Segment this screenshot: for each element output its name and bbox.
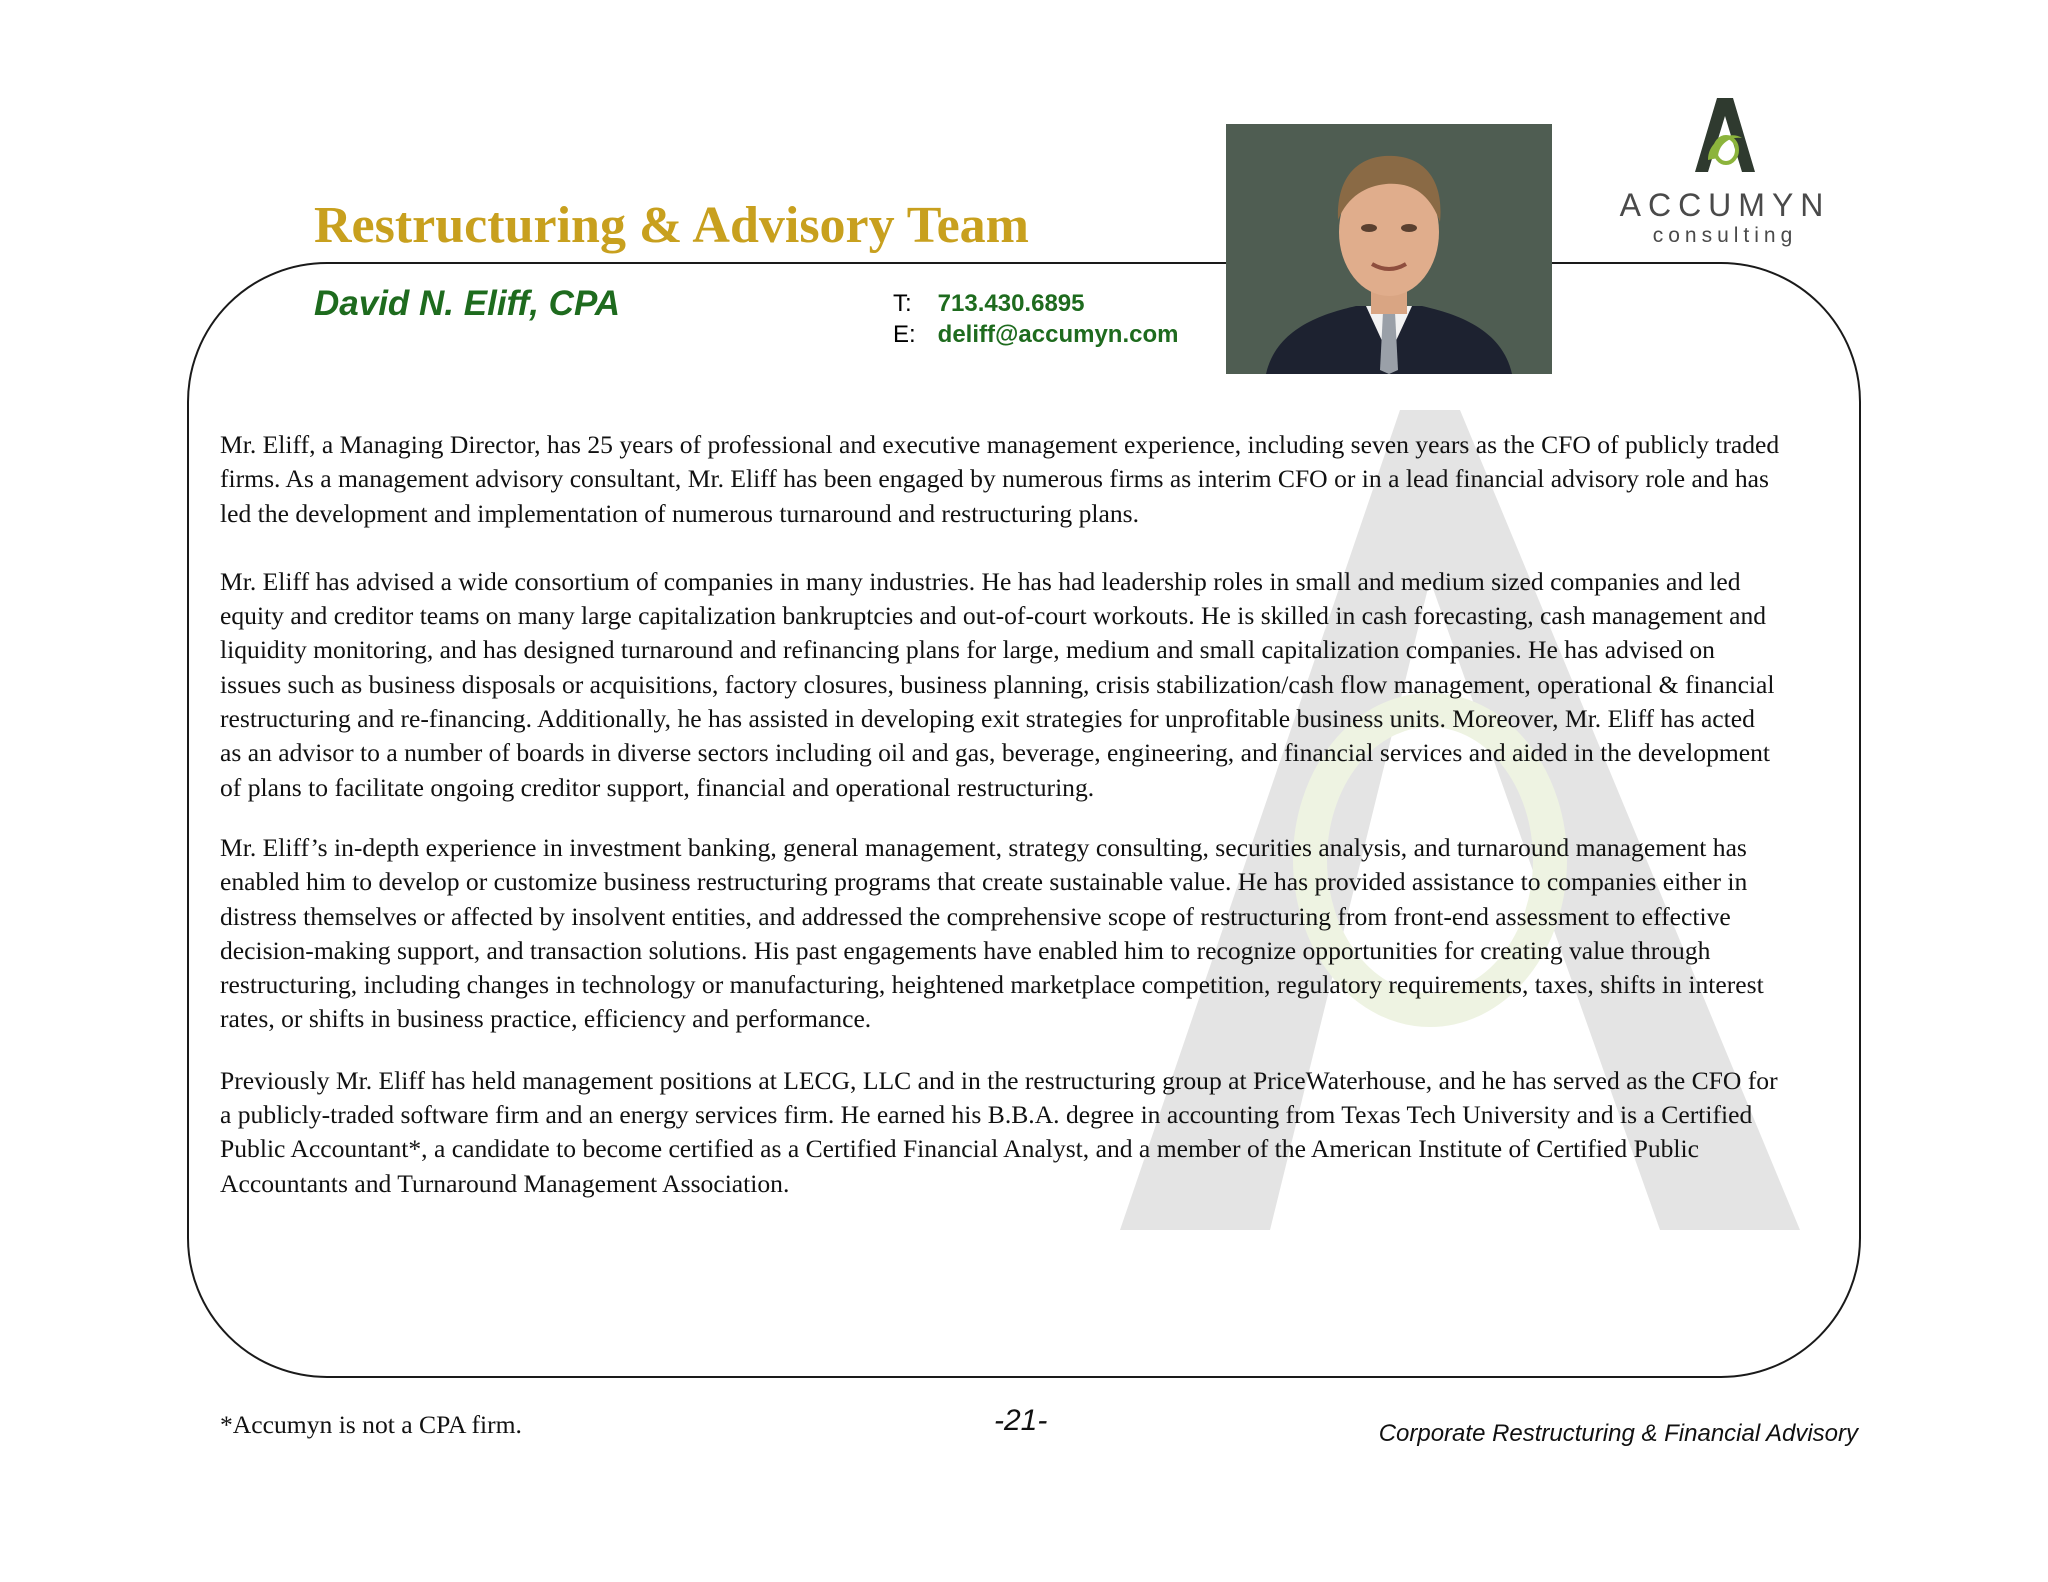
bio-paragraph: Previously Mr. Eliff has held management positions at LECG, LLC and in the restructuring group at PriceWaterhouse, and he has served as the CFO for a publicly-traded software firm and an energy services firm. He earned his B.B.A. degree in accounting from Texas Tech University and is a Certified Public Accountant*, a candidate to become certified as a Certified Financial Analyst, and a member of the American Institute of Certified Public Accountants and Turnaround Management Association. — [220, 1065, 1778, 1198]
page-number: -21- — [994, 1404, 1048, 1437]
bio-paragraph: Mr. Eliff has advised a wide consortium of companies in many industries. He has had leadership roles in small and medium sized companies and led equity and creditor teams on many large capitalization bankruptcies and out-of-court workouts. He is skilled in cash forecasting, cash management and liquidity monitoring, and has designed turnaround and refinancing plans for large, medium and small capitalization companies. He has advised on issues such as business disposals or acquisitions, factory closures, business planning, crisis stabilization/cash flow management, operational & financial restructuring and re-financing. Additionally, he has assisted in developing exit strategies for unprofitable business units. Moreover, Mr. Eliff has acted as an advisor to a number of boards in diverse sectors including oil and gas, beverage, engineering, and financial services and aided in the development of plans to facilitate ongoing creditor support, financial and operational restructuring. — [220, 566, 1775, 802]
email-row — [893, 319, 1178, 350]
phone-row — [893, 288, 1178, 319]
email-address[interactable]: deliff@accumyn.com — [937, 321, 1179, 348]
footer-tagline: Corporate Restructuring & Financial Advisory — [1378, 1420, 1858, 1447]
person-name: David N. Eliff, CPA — [314, 284, 620, 323]
bio-text — [220, 428, 1780, 1201]
phone-label: T: — [893, 290, 912, 317]
logo-name: ACCUMYN — [1619, 187, 1831, 223]
phone-number[interactable]: 713.430.6895 — [937, 290, 1085, 317]
email-label: E: — [893, 321, 916, 348]
logo-subtitle: consulting — [1652, 224, 1798, 247]
contact-info — [893, 288, 1178, 350]
person-photo-icon — [1226, 124, 1552, 374]
footnote: *Accumyn is not a CPA firm. — [220, 1410, 522, 1439]
page-title: Restructuring & Advisory Team — [314, 197, 1029, 254]
bio-paragraph: Mr. Eliff’s in-depth experience in investment banking, general management, strategy consulting, securities analysis, and turnaround management has enabled him to develop or customize business restructuring programs that create sustainable value. He has provided assistance to companies either in distress themselves or affected by insolvent entities, and addressed the comprehensive scope of restructuring from front-end assessment to effective decision-making support, and transaction solutions. His past engagements have enabled him to recognize opportunities for creating value through restructuring, including changes in technology or manufacturing, heightened marketplace competition, regulatory requirements, taxes, shifts in interest rates, or shifts in business practice, efficiency and performance. — [220, 832, 1764, 1034]
bio-paragraph: Mr. Eliff, a Managing Director, has 25 years of professional and executive management experience, including seven years as the CFO of publicly traded firms. As a management advisory consultant, Mr. Eliff has been engaged by numerous firms as interim CFO or in a lead financial advisory role and has led the development and implementation of numerous turnaround and restructuring plans. — [220, 430, 1780, 528]
